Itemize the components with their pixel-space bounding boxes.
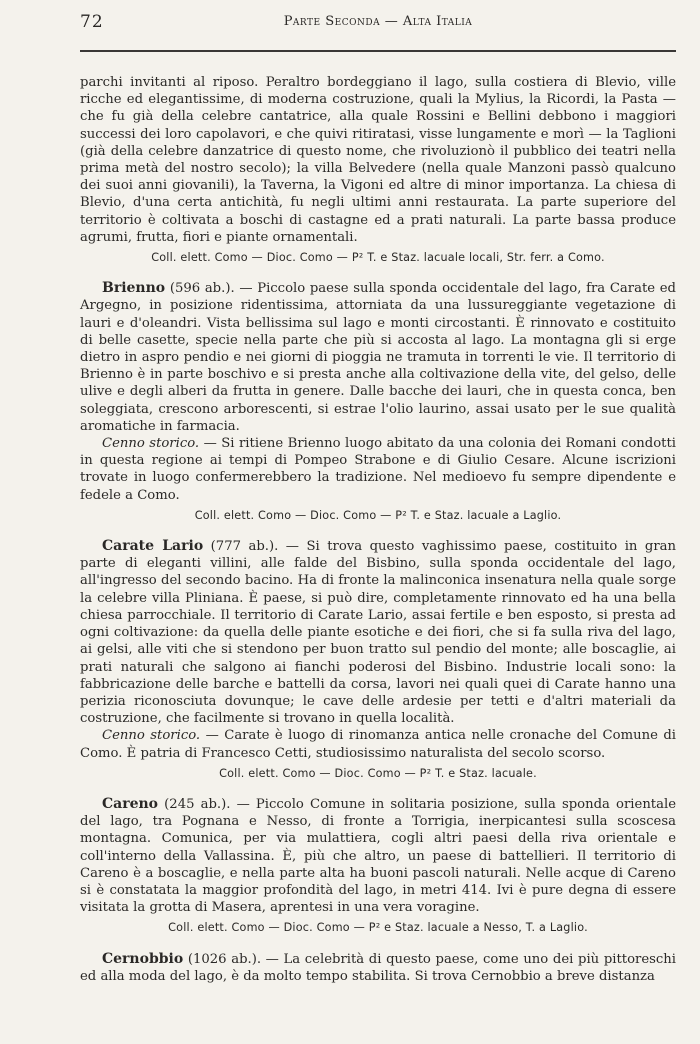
running-head — [80, 10, 676, 36]
admin-line-blevio: Coll. elett. Como — Dioc. Como — P² T. e Staz. lacuale locali, Str. ferr. a Como. — [151, 251, 605, 265]
entry-term-brienno: Brienno — [102, 280, 166, 297]
cenno-label-brienno: Cenno storico. — [102, 436, 200, 452]
cenno-text-carate: — Carate è luogo di rinomanza antica nelle cronache del Comune di Como. È patria di Francesco Cetti, studiosissimo naturalista del secolo scorso. — [80, 728, 676, 761]
entry-carate — [80, 538, 676, 727]
entry-brienno — [80, 280, 676, 435]
entry-text-cernobbio: (1026 ab.). — La celebrità di questo paese, come uno dei più pittoreschi ed alla moda del lago, è da molto tempo stabilita. Si trova Cernobbio a breve distanza — [80, 951, 676, 984]
cenno-text-brienno: — Si ritiene Brienno luogo abitato da una colonia dei Romani condotti in questa regione ai tempi di Pompeo Strabone e di Giulio Cesare. Alcune iscrizioni trovate in luogo confermerebbero la tradizione. Nel medioevo fu sempre dipendente e fedele a Como. — [80, 436, 677, 503]
entry-text-carate: (777 ab.). — Si trova questo vaghissimo paese, costituito in gran parte di eleganti villini, alle falde del Bisbino, sulla sponda occidentale del lago, all'ingresso del secondo bacino. Ha di fronte la malinconica insenatura nella quale sorge la celebre villa Pliniana. È paese, si può dire, completamente rinnovato ed ha una bella chiesa parrocchiale. Il territorio di Carate Lario, assai fertile e ben esposto, si presta ad ogni coltivazione: da quella delle piante esotiche e dei fiori, che si fa sulla riva del lago, ai gelsi, alle viti che si stendono per buon tratto sul pendio del monte; alle boscaglie, ai prati naturali che salgono ai fianchi poderosi del Bisbino. Industrie locali sono: la fabbricazione delle barche e battelli da corsa, lavori nei quali quei di Carate hanno una perizia riconosciuta dovunque; le cave delle ardesie per tetti e d'altri materiali da costruzione, che facilmente si trovano in quella località. — [80, 539, 677, 727]
page-number: 72 — [80, 12, 104, 32]
admin-line-careno: Coll. elett. Como — Dioc. Como — P² e Staz. lacuale a Nesso, T. a Laglio. — [168, 921, 588, 935]
cenno-carate — [80, 727, 676, 761]
body-text — [80, 74, 676, 985]
paragraph-blevio-continuation: parchi invitanti al riposo. Peraltro bordeggiano il lago, sulla costiera di Blevio, ville ricche ed elegantissime, di moderna costruzione, quali la Mylius, la Ricordi, la Pasta — che fu già della celebre cantatrice, alla quale Rossini e Bellini debbono i maggiori successi dei loro capolavori, e che quivi ritiratasi, visse lungamente e morì — la Taglioni (già della celebre danzatrice di questo nome, che rivoluzionò il pubblico dei teatri nella prima metà del nostro secolo); la villa Belvedere (nella quale Manzoni passò qualcuno dei suoi anni giovanili), la Taverna, la Vigoni ed altre di minor importanza. La chiesa di Blevio, d'una certa antichità, fu negli ultimi anni restaurata. La parte superiore del territorio è coltivata a boschi di castagne ed a prati naturali. La parte bassa produce agrumi, frutta, fiori e piante ornamentali. — [80, 75, 676, 245]
admin-line-carate: Coll. elett. Como — Dioc. Como — P² T. e Staz. lacuale. — [219, 766, 537, 780]
entry-careno — [80, 796, 676, 916]
header-rule — [80, 50, 676, 52]
running-title: Parte Seconda — Alta Italia — [283, 14, 473, 29]
entry-text-careno: (245 ab.). — Piccolo Comune in solitaria posizione, sulla sponda orientale del lago, tra Pognana e Nesso, di fronte a Torrigia, inerpicantesi sulla scoscesa montagna. Comunica, per via mulattiera, cogli altri paesi della riva orientale e coll'interno della Vallassina. È, più che altro, un paese di battellieri. Il territorio di Careno è a boscaglie, e nella parte alta ha buoni pascoli naturali. Nelle acque di Careno si è constatata la maggior profondità del lago, in metri 414. Ivi è pure degna di essere visitata la grotta di Masera, aprentesi in una vera voragine. — [80, 796, 676, 916]
cenno-label-carate: Cenno storico. — [102, 728, 201, 744]
cenno-brienno — [80, 435, 676, 504]
entry-cernobbio — [80, 951, 676, 985]
entry-term-carate: Carate Lario — [102, 538, 204, 555]
admin-line-brienno: Coll. elett. Como — Dioc. Como — P² T. e Staz. lacuale a Laglio. — [194, 508, 562, 522]
entry-term-careno: Careno — [102, 795, 159, 812]
entry-term-cernobbio: Cernobbio — [102, 950, 184, 967]
entry-text-brienno: (596 ab.). — Piccolo paese sulla sponda occidentale del lago, fra Carate ed Argegno, in posizione ridentissima, attorniata da una lussureggiante vegetazione di lauri e d'oleandri. Vista bellissima sul lago e monti circostanti. È rinnovato e costituito di belle casette, specie nella parte che più si accosta al lago. La montagna gli si erge dietro in aspro pendio e nei giorni di pioggia ne tramuta in torrenti le vie. Il territorio di Brienno è in parte boschivo e si presta anche alla coltivazione della vite, del gelso, delle ulive e degli alberi da frutta in genere. Dalle bacche dei lauri, che in questa conca, ben soleggiata, crescono arborescenti, si estrae l'olio laurino, assai usato per le sue qualità aromatiche in farmacia. — [80, 281, 676, 434]
